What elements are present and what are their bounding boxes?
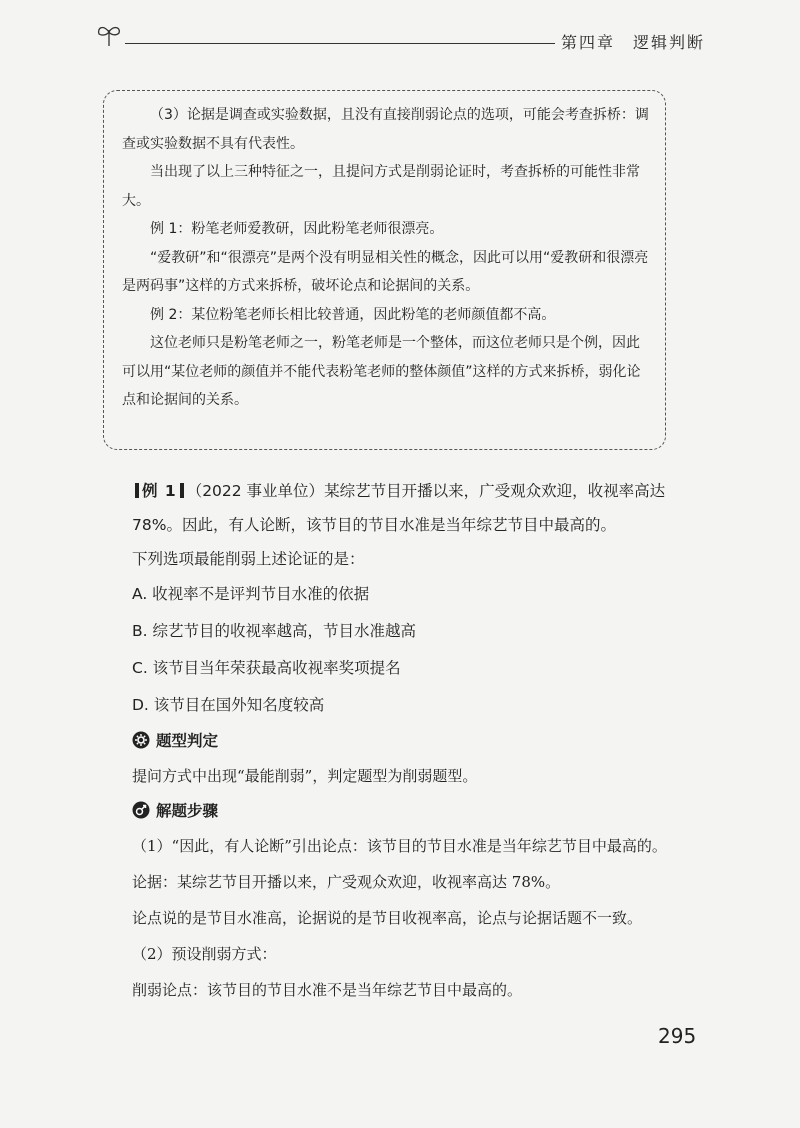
tip-paragraph: （3）论据是调查或实验数据，且没有直接削弱论点的选项，可能会考查拆桥：调查或实验数据不具有代表性。	[122, 107, 649, 152]
example-label: 例 1	[142, 482, 177, 500]
option-b: B. 综艺节目的收视率越高，节目水准越高	[132, 622, 416, 640]
type-text: 提问方式中出现“最能削弱”，判定题型为削弱题型。	[132, 767, 478, 785]
gear-icon	[132, 731, 150, 749]
label-bar-icon	[135, 483, 139, 498]
tip-example-1: 例 1：粉笔老师爱教研，因此粉笔老师很漂亮。	[150, 221, 444, 237]
step-line: 论点说的是节目水准高，论据说的是节目收视率高，论点与论据话题不一致。	[132, 909, 643, 927]
step-line: （2）预设削弱方式：	[132, 945, 277, 963]
question-prompt: 下列选项最能削弱上述论证的是：	[132, 550, 365, 568]
type-heading	[132, 724, 707, 758]
page-header	[95, 16, 705, 56]
step-line: 论据：某综艺节目开播以来，广受观众欢迎，收视率高达 78%。	[132, 873, 561, 891]
main-content	[132, 474, 707, 1008]
steps-heading-label: 解题步骤	[156, 802, 219, 820]
question-source: （2022 事业单位）	[186, 482, 325, 500]
question-text: 某综艺节目开播以来，广受观众欢迎，收视率高达 78%。因此，有人论断，该节目的节目水准是当年综艺节目中最高的。	[132, 482, 666, 534]
type-heading-label: 题型判定	[156, 732, 219, 750]
tip-example-2: 例 2：某位粉笔老师长相比较普通，因此粉笔的老师颜值都不高。	[150, 306, 556, 323]
steps-heading	[132, 794, 707, 828]
tip-paragraph: “爱教研”和“很漂亮”是两个没有明显相关性的概念，因此可以用“爱教研和很漂亮是两码事”这样的方式来拆桥，破坏论点和论据间的关系。	[122, 249, 649, 294]
step-line: 削弱论点：该节目的节目水准不是当年综艺节目中最高的。	[132, 981, 523, 999]
page-number: 295	[658, 1024, 697, 1048]
tip-paragraph: 这位老师只是粉笔老师之一，粉笔老师是一个整体，而这位老师只是个例，因此可以用“某位老师的颜值并不能代表粉笔老师的整体颜值”这样的方式来拆桥，弱化论点和论据间的关系。	[122, 335, 641, 408]
step-line: （1）“因此，有人论断”引出论点：该节目的节目水准是当年综艺节目中最高的。	[132, 837, 667, 855]
steps-icon	[132, 801, 150, 819]
tip-box	[103, 90, 666, 450]
chapter-number: 第四章	[560, 33, 615, 52]
chapter-name: 逻辑判断	[632, 33, 705, 52]
option-d: D. 该节目在国外知名度较高	[132, 696, 325, 714]
option-c: C. 该节目当年荣获最高收视率奖项提名	[132, 659, 401, 677]
option-a: A. 收视率不是评判节目水准的依据	[132, 585, 370, 603]
question-stem	[132, 474, 707, 542]
label-bar-icon	[180, 483, 184, 498]
header-rule	[125, 43, 555, 44]
chapter-title	[561, 30, 705, 53]
tip-paragraph: 当出现了以上三种特征之一，且提问方式是削弱论证时，考查拆桥的可能性非常大。	[122, 164, 640, 209]
sprout-icon	[95, 22, 125, 48]
